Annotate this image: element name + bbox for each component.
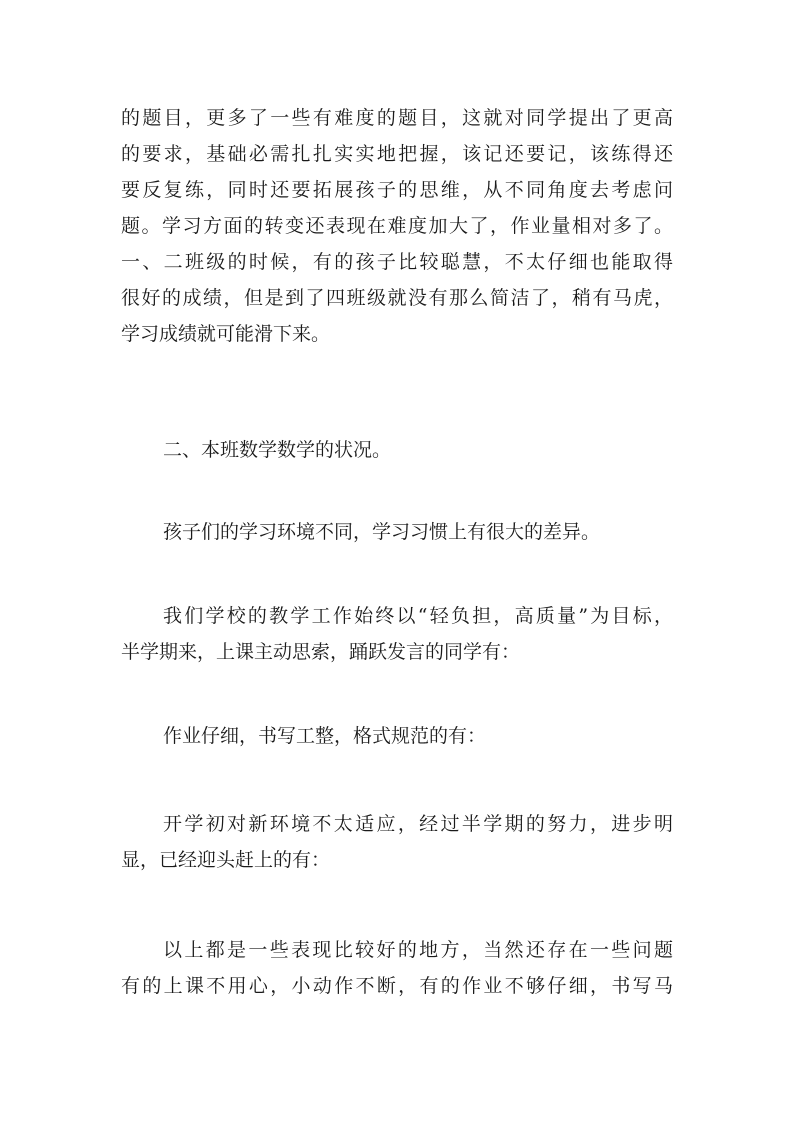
- text-line: 孩子们的学习环境不同，学习习惯上有很大的差异。: [163, 521, 601, 543]
- text-line: 要反复练，同时还要拓展孩子的思维，从不同角度去考虑问: [121, 179, 673, 201]
- text-line: 题。学习方面的转变还表现在难度加大了，作业量相对多了。: [121, 215, 673, 237]
- text-line: 显，已经迎头赶上的有：: [121, 849, 331, 871]
- text-line: 作业仔细，书写工整，格式规范的有：: [163, 725, 487, 747]
- text-line: 很好的成绩，但是到了四班级就没有那么简洁了，稍有马虎，: [121, 287, 673, 309]
- text-line: 开学初对新环境不太适应，经过半学期的努力，进步明: [163, 813, 673, 835]
- text-line: 一、二班级的时候，有的孩子比较聪慧，不太仔细也能取得: [121, 251, 673, 273]
- text-line: 的要求，基础必需扎扎实实地把握，该记还要记，该练得还: [121, 143, 673, 165]
- text-line: 学习成绩就可能滑下来。: [121, 323, 331, 345]
- text-line: 以上都是一些表现比较好的地方，当然还存在一些问题: [163, 939, 673, 961]
- text-line: 我们学校的教学工作始终以“轻负担，高质量”为目标，: [163, 605, 673, 627]
- paragraph: [121, 514, 673, 550]
- paragraph: [121, 806, 673, 878]
- paragraph: [121, 598, 673, 670]
- text-line: 半学期来，上课主动思索，踊跃发言的同学有：: [121, 641, 521, 663]
- text-line: 有的上课不用心，小动作不断，有的作业不够仔细，书写马: [121, 975, 673, 997]
- section-heading: [121, 432, 673, 468]
- text-line: 的题目，更多了一些有难度的题目，这就对同学提出了更高: [121, 107, 673, 129]
- paragraph: [121, 718, 673, 754]
- paragraph-continuation: [121, 100, 673, 352]
- text-line: 二、本班数学数学的状况。: [163, 439, 392, 461]
- paragraph: [121, 932, 673, 1004]
